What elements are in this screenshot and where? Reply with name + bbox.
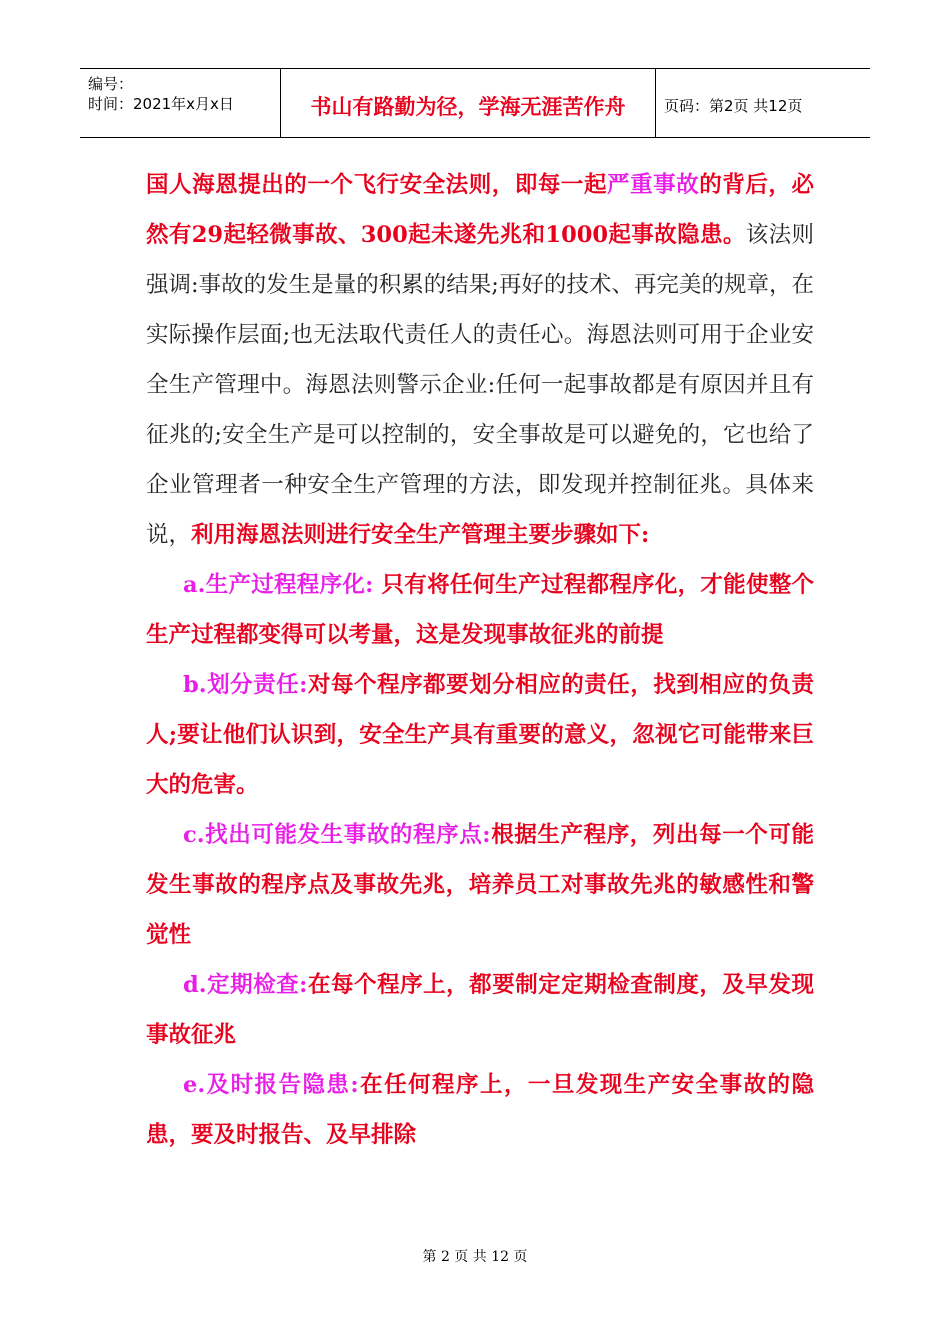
intro-steps-lead: 利用海恩法则进行安全生产管理主要步骤如下: <box>191 522 650 548</box>
steps-list <box>146 560 814 1160</box>
step-text: 在任何程序上，一旦发现生产安全事故的隐患，要及时报告、及早排除 <box>146 1072 814 1148</box>
header-motto: 书山有路勤为径，学海无涯苦作舟 <box>310 94 626 119</box>
intro-statistic: 的背后，必然有29起轻微事故、300起未遂先兆和1000起事故隐患。 <box>146 172 814 248</box>
header-page-info: 页码：第2页 共12页 <box>664 97 803 115</box>
page-footer: 第 2 页 共 12 页 <box>422 1249 528 1265</box>
header-motto-cell <box>280 69 656 137</box>
step-item <box>146 810 814 960</box>
intro-keyword: 严重事故 <box>607 172 700 198</box>
intro-highlight: 国人海恩提出的一个飞行安全法则，即每一起 <box>146 172 608 198</box>
document-date-label: 时间：2021年x月x日 <box>88 95 234 113</box>
step-text: 在每个程序上，都要制定定期检查制度，及早发现事故征兆 <box>146 972 814 1048</box>
step-title: d.定期检查: <box>183 972 308 998</box>
header-meta-cell <box>80 69 280 137</box>
step-item <box>146 660 814 810</box>
step-item <box>146 1060 814 1160</box>
document-body <box>146 160 814 1160</box>
intro-paragraph <box>146 160 814 560</box>
step-title: c.找出可能发生事故的程序点: <box>183 822 491 848</box>
step-text: 只有将任何生产过程都程序化，才能使整个生产过程都变得可以考量，这是发现事故征兆的前提 <box>146 572 814 648</box>
step-title: a.生产过程程序化: <box>183 572 374 598</box>
page-header <box>80 68 870 138</box>
step-text: 根据生产程序，列出每一个可能发生事故的程序点及事故先兆，培养员工对事故先兆的敏感性和警觉性 <box>146 822 814 948</box>
intro-explanation: 该法则强调:事故的发生是量的积累的结果;再好的技术、再完美的规章，在实际操作层面;也无法取代责任人的责任心。海恩法则可用于企业安全生产管理中。海恩法则警示企业:任何一起事故都是有原因并且有征兆的;安全生产是可以控制的，安全事故是可以避免的，它也给了企业管理者一种安全生产管理的方法，即发现并控制征兆。具体来说， <box>146 222 814 548</box>
step-text: 对每个程序都要划分相应的责任，找到相应的负责人;要让他们认识到，安全生产具有重要的意义，忽视它可能带来巨大的危害。 <box>146 672 814 798</box>
header-page-cell <box>655 69 870 137</box>
step-item <box>146 560 814 660</box>
step-title: b.划分责任: <box>183 672 308 698</box>
document-number-label: 编号： <box>88 75 134 93</box>
step-item <box>146 960 814 1060</box>
step-title: e.及时报告隐患: <box>183 1072 359 1098</box>
